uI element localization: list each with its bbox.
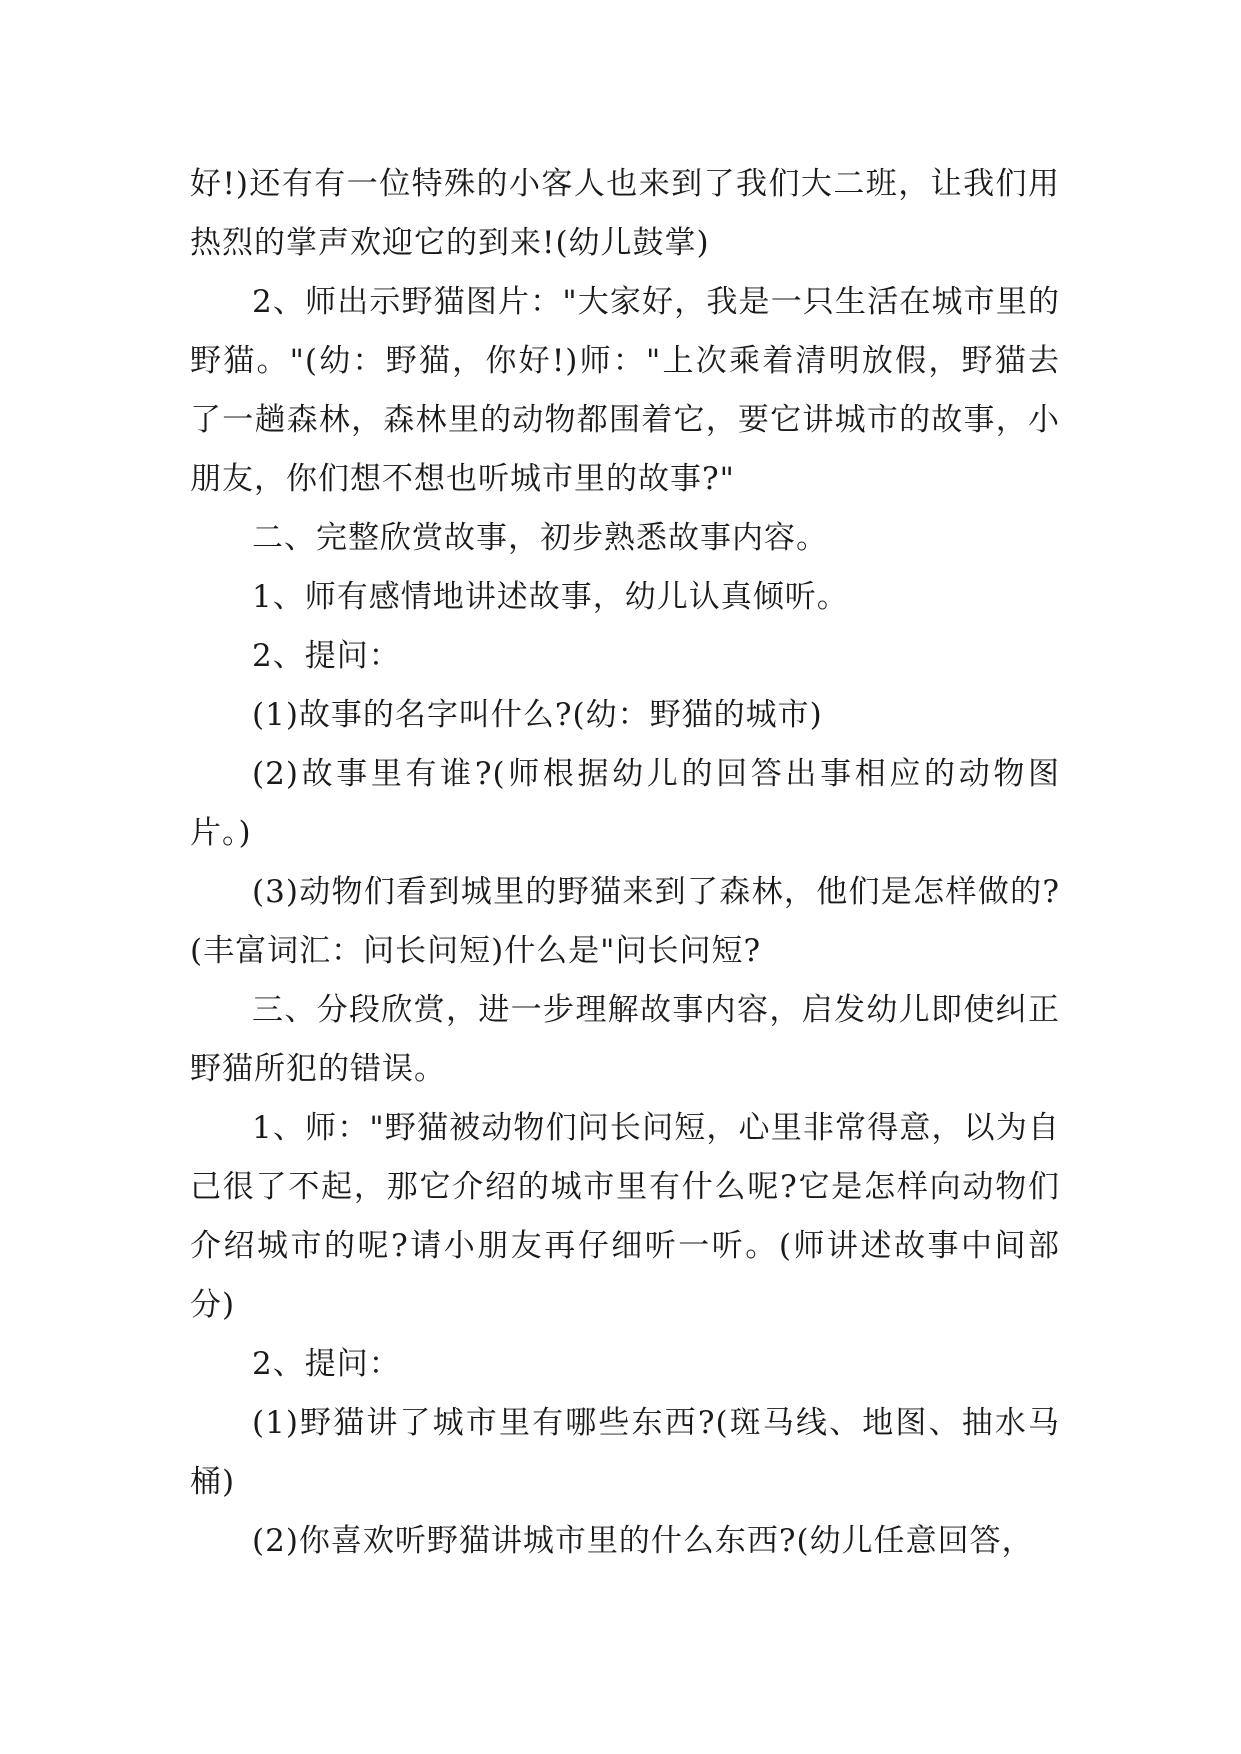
paragraph: 2、提问： [252, 638, 401, 674]
paragraph: 1、师有感情地讲述故事，幼儿认真倾听。 [252, 579, 849, 615]
paragraph: 1、师："野猫被动物们问长问短，心里非常得意，以为自己很了不起，那它介绍的城市里有什么呢?它是怎样向动物们介绍城市的呢?请小朋友再仔细听一听。(师讲述故事中间部分) [190, 1110, 1060, 1323]
section-heading: 三、分段欣赏，进一步理解故事内容，启发幼儿即使纠正野猫所犯的错误。 [190, 992, 1060, 1087]
body-text [190, 155, 1060, 1571]
question-item: (2)故事里有谁?(师根据幼儿的回答出事相应的动物图片。) [190, 756, 1060, 851]
question-item: (1)故事的名字叫什么?(幼：野猫的城市) [252, 697, 823, 733]
question-item: (1)野猫讲了城市里有哪些东西?(斑马线、地图、抽水马桶) [190, 1405, 1060, 1500]
section-heading: 二、完整欣赏故事，初步熟悉故事内容。 [252, 520, 828, 556]
paragraph: 好!)还有有一位特殊的小客人也来到了我们大二班，让我们用热烈的掌声欢迎它的到来!(幼儿鼓掌) [190, 166, 1060, 261]
question-item: (3)动物们看到城里的野猫来到了森林，他们是怎样做的?(丰富词汇：问长问短)什么是"问长问短? [190, 874, 1060, 969]
question-item: (2)你喜欢听野猫讲城市里的什么东西?(幼儿任意回答， [252, 1523, 1034, 1559]
paragraph: 2、师出示野猫图片："大家好，我是一只生活在城市里的野猫。"(幼：野猫，你好!)师："上次乘着清明放假，野猫去了一趟森林，森林里的动物都围着它，要它讲城市的故事，小朋友，你们想不想也听城市里的故事?" [190, 284, 1060, 497]
paragraph: 2、提问： [252, 1346, 401, 1382]
